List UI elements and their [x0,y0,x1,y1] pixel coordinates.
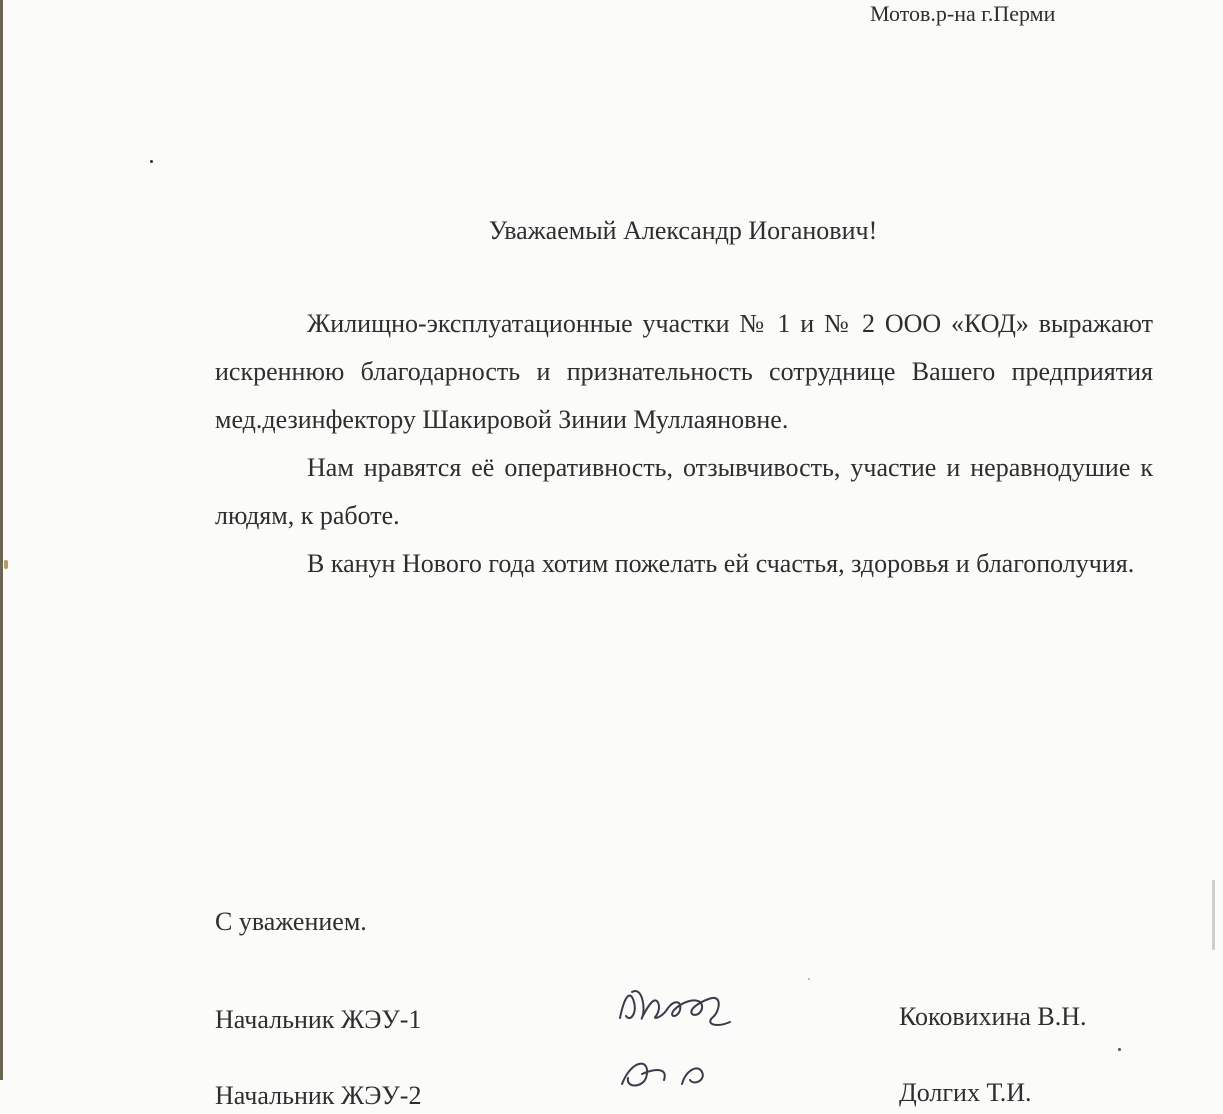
signer-title: Начальник ЖЭУ-2 [215,1081,422,1110]
signature-row [0,978,1223,1038]
scan-speck [150,160,153,163]
closing: С уважением. [215,907,367,936]
scan-speck [1212,880,1215,950]
signer-name: Долгих Т.И. [899,1078,1032,1107]
letter-body [215,300,1153,588]
salutation: Уважаемый Александр Иоганович! [488,216,878,245]
scan-speck [1118,1048,1121,1051]
recipient-line: Мотов.р-на г.Перми [870,1,1056,26]
paragraph: Нам нравятся её оперативность, отзывчивость, участие и неравнодушие к людям, к работе. [215,453,1153,530]
signer-name: Коковихина В.Н. [899,1002,1087,1031]
scan-speck [4,560,8,569]
signer-title: Начальник ЖЭУ-1 [215,1005,422,1034]
paragraph: Жилищно-эксплуатационные участки № 1 и № 2 ООО «КОД» выражают искреннюю благодарность и признательность сотруднице Вашего предприятия мед.дезинфектору Шакировой Зинии Муллаяновне. [215,309,1153,434]
paragraph: В канун Нового года хотим пожелать ей счастья, здоровья и благополучия. [307,549,1135,578]
handwritten-signature [612,1054,752,1114]
signature-row [0,1054,1223,1114]
scan-left-edge [0,0,3,1080]
handwritten-signature [612,978,752,1038]
